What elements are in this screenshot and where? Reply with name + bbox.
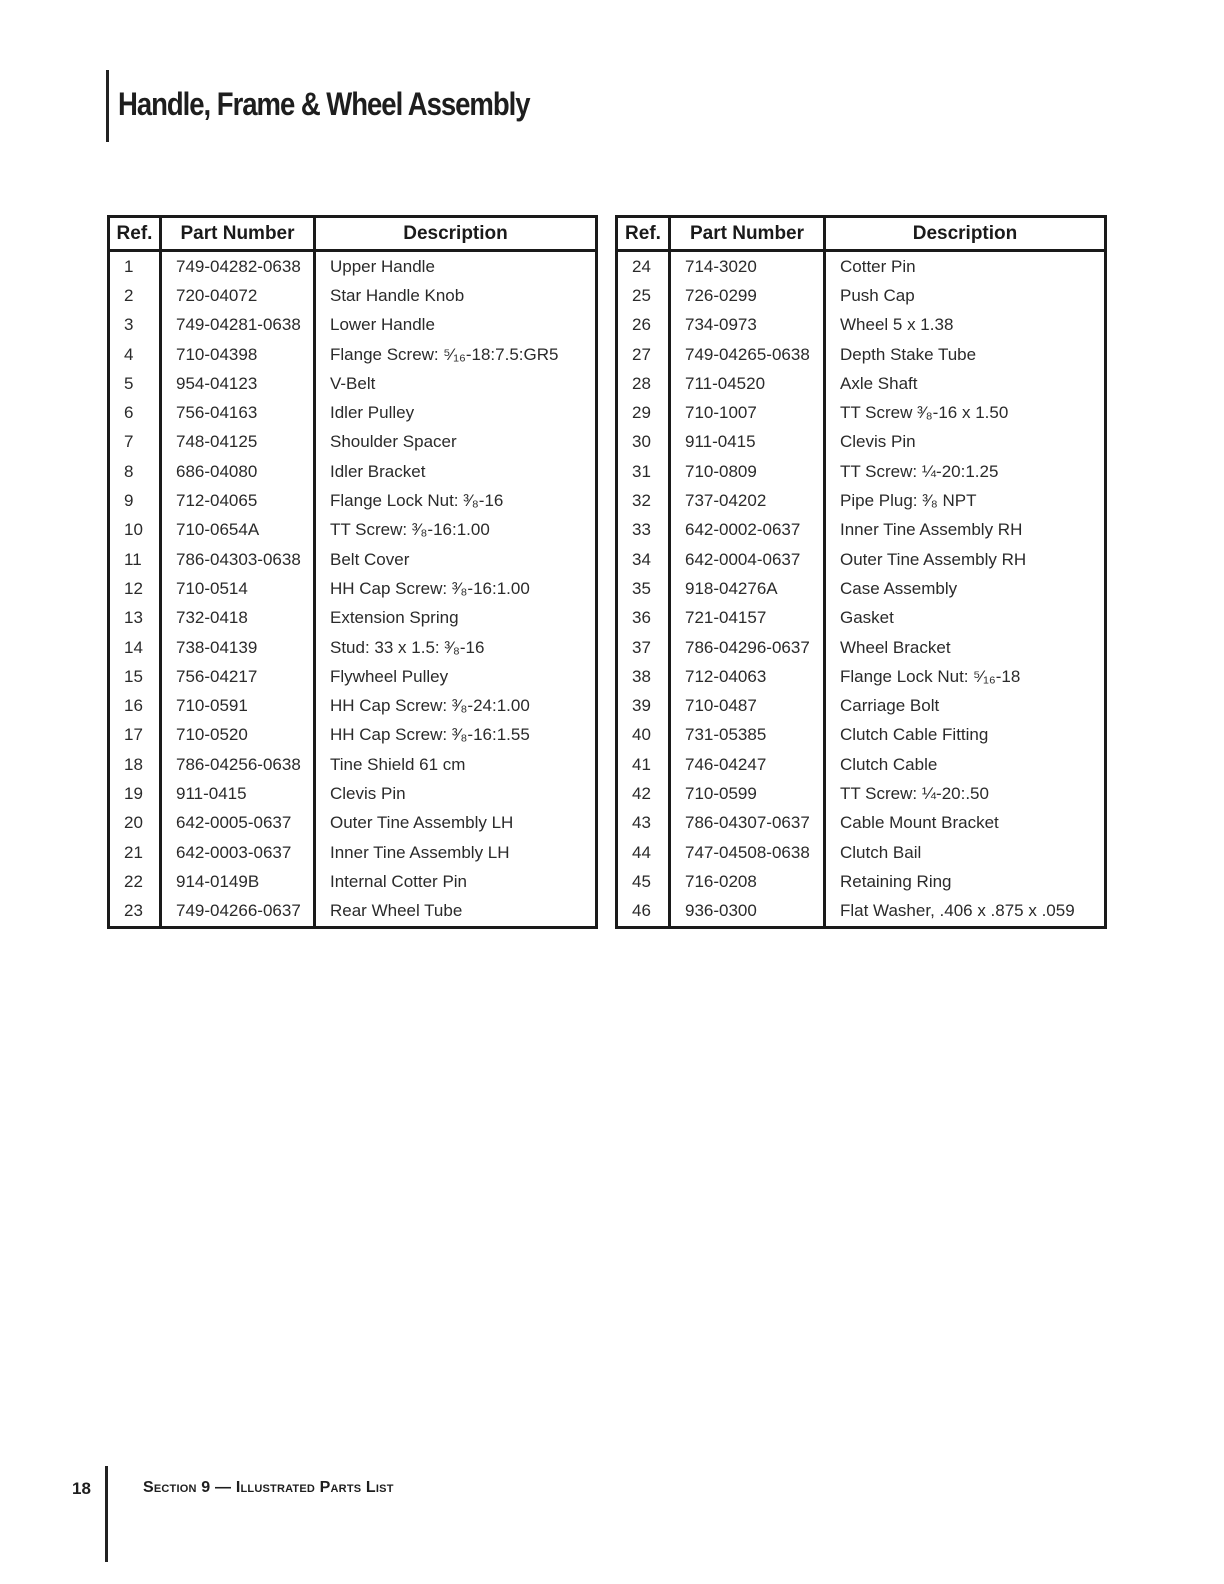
ref-cell: 22 bbox=[124, 871, 143, 891]
part-number-cell: 786-04303-0638 bbox=[161, 545, 315, 574]
ref-cell: 21 bbox=[124, 842, 143, 862]
ref-cell: 31 bbox=[632, 461, 651, 481]
ref-cell: 11 bbox=[124, 549, 142, 569]
table-row bbox=[109, 574, 597, 603]
ref-cell: 24 bbox=[632, 256, 651, 276]
description-cell: Gasket bbox=[825, 604, 1106, 633]
part-number-cell: 747-04508-0638 bbox=[670, 838, 825, 867]
part-number-cell: 726-0299 bbox=[670, 281, 825, 310]
ref-cell: 38 bbox=[632, 666, 651, 686]
description-cell: Flange Lock Nut: ³⁄₈-16 bbox=[315, 486, 597, 515]
part-number-cell: 936-0300 bbox=[670, 897, 825, 928]
table-header-row bbox=[617, 217, 1106, 251]
ref-cell: 9 bbox=[124, 491, 134, 511]
table-row bbox=[109, 867, 597, 896]
table-row bbox=[109, 662, 597, 691]
table-row bbox=[109, 838, 597, 867]
description-cell: TT Screw: ¼-20:.50 bbox=[825, 779, 1106, 808]
ref-cell: 20 bbox=[124, 813, 143, 833]
ref-cell: 23 bbox=[124, 901, 143, 921]
ref-cell: 44 bbox=[632, 842, 651, 862]
description-cell: HH Cap Screw: ³⁄₈-16:1.00 bbox=[315, 574, 597, 603]
part-number-cell: 710-0599 bbox=[670, 779, 825, 808]
description-cell: Internal Cotter Pin bbox=[315, 867, 597, 896]
ref-cell: 25 bbox=[632, 285, 651, 305]
page-title: Handle, Frame & Wheel Assembly bbox=[118, 86, 530, 122]
ref-cell: 6 bbox=[124, 403, 134, 423]
ref-cell: 32 bbox=[632, 491, 651, 511]
ref-cell: 41 bbox=[632, 754, 651, 774]
table-row bbox=[617, 867, 1106, 896]
ref-cell: 4 bbox=[124, 344, 134, 364]
table-row bbox=[109, 809, 597, 838]
table-row bbox=[617, 340, 1106, 369]
ref-cell: 14 bbox=[124, 637, 143, 657]
table-row bbox=[109, 897, 597, 928]
part-number-cell: 642-0002-0637 bbox=[670, 516, 825, 545]
table-row bbox=[109, 750, 597, 779]
part-number-cell: 710-0809 bbox=[670, 457, 825, 486]
ref-cell: 19 bbox=[124, 783, 143, 803]
table-row bbox=[617, 428, 1106, 457]
table-row bbox=[617, 779, 1106, 808]
table-row bbox=[617, 545, 1106, 574]
description-cell: TT Screw ³⁄₈-16 x 1.50 bbox=[825, 398, 1106, 427]
part-number-cell: 710-0514 bbox=[161, 574, 315, 603]
description-cell: Flat Washer, .406 x .875 x .059 bbox=[825, 897, 1106, 928]
ref-cell: 28 bbox=[632, 373, 651, 393]
table-row bbox=[109, 428, 597, 457]
table-row bbox=[109, 281, 597, 310]
ref-cell: 39 bbox=[632, 696, 651, 716]
ref-cell: 2 bbox=[124, 285, 134, 305]
ref-cell: 13 bbox=[124, 608, 143, 628]
description-cell: Tine Shield 61 cm bbox=[315, 750, 597, 779]
title-rule bbox=[106, 70, 109, 142]
part-number-cell: 749-04265-0638 bbox=[670, 340, 825, 369]
part-number-cell: 716-0208 bbox=[670, 867, 825, 896]
table-row bbox=[617, 662, 1106, 691]
ref-cell: 46 bbox=[632, 901, 651, 921]
table-row bbox=[617, 633, 1106, 662]
table-row bbox=[109, 340, 597, 369]
table-row bbox=[109, 691, 597, 720]
table-row bbox=[617, 311, 1106, 340]
table-row bbox=[617, 457, 1106, 486]
ref-cell: 10 bbox=[124, 520, 143, 540]
description-cell: Carriage Bolt bbox=[825, 691, 1106, 720]
part-number-cell: 786-04256-0638 bbox=[161, 750, 315, 779]
description-cell: Cable Mount Bracket bbox=[825, 809, 1106, 838]
table-row bbox=[109, 545, 597, 574]
part-number-cell: 918-04276A bbox=[670, 574, 825, 603]
description-cell: HH Cap Screw: ³⁄₈-16:1.55 bbox=[315, 721, 597, 750]
part-number-cell: 749-04282-0638 bbox=[161, 251, 315, 282]
ref-cell: 5 bbox=[124, 373, 134, 393]
description-cell: Upper Handle bbox=[315, 251, 597, 282]
table-row bbox=[109, 251, 597, 282]
description-cell: Clutch Cable bbox=[825, 750, 1106, 779]
description-cell: Stud: 33 x 1.5: ³⁄₈-16 bbox=[315, 633, 597, 662]
ref-cell: 26 bbox=[632, 315, 651, 335]
ref-cell: 7 bbox=[124, 432, 134, 452]
ref-cell: 40 bbox=[632, 725, 651, 745]
ref-cell: 36 bbox=[632, 608, 651, 628]
description-cell: Clevis Pin bbox=[825, 428, 1106, 457]
description-cell: Clutch Bail bbox=[825, 838, 1106, 867]
description-cell: Axle Shaft bbox=[825, 369, 1106, 398]
parts-table-right bbox=[615, 215, 1107, 929]
ref-cell: 33 bbox=[632, 520, 651, 540]
column-header-description: Description bbox=[315, 217, 597, 251]
column-header-part-number: Part Number bbox=[670, 217, 825, 251]
part-number-cell: 710-0487 bbox=[670, 691, 825, 720]
ref-cell: 27 bbox=[632, 344, 651, 364]
table-row bbox=[109, 721, 597, 750]
description-cell: V-Belt bbox=[315, 369, 597, 398]
part-number-cell: 731-05385 bbox=[670, 721, 825, 750]
description-cell: Lower Handle bbox=[315, 311, 597, 340]
table-row bbox=[617, 281, 1106, 310]
part-number-cell: 720-04072 bbox=[161, 281, 315, 310]
description-cell: HH Cap Screw: ³⁄₈-24:1.00 bbox=[315, 691, 597, 720]
description-cell: Star Handle Knob bbox=[315, 281, 597, 310]
part-number-cell: 748-04125 bbox=[161, 428, 315, 457]
part-number-cell: 749-04266-0637 bbox=[161, 897, 315, 928]
description-cell: Wheel 5 x 1.38 bbox=[825, 311, 1106, 340]
ref-cell: 43 bbox=[632, 813, 651, 833]
table-header-row bbox=[109, 217, 597, 251]
part-number-cell: 732-0418 bbox=[161, 604, 315, 633]
ref-cell: 17 bbox=[124, 725, 143, 745]
ref-cell: 37 bbox=[632, 637, 651, 657]
part-number-cell: 710-0520 bbox=[161, 721, 315, 750]
part-number-cell: 686-04080 bbox=[161, 457, 315, 486]
part-number-cell: 756-04217 bbox=[161, 662, 315, 691]
part-number-cell: 710-04398 bbox=[161, 340, 315, 369]
table-row bbox=[617, 691, 1106, 720]
part-number-cell: 786-04296-0637 bbox=[670, 633, 825, 662]
table-row bbox=[109, 486, 597, 515]
column-header-ref: Ref. bbox=[109, 217, 161, 251]
ref-cell: 12 bbox=[124, 578, 143, 598]
ref-cell: 16 bbox=[124, 696, 143, 716]
table-row bbox=[617, 809, 1106, 838]
part-number-cell: 712-04065 bbox=[161, 486, 315, 515]
table-row bbox=[617, 721, 1106, 750]
table-row bbox=[617, 750, 1106, 779]
part-number-cell: 642-0005-0637 bbox=[161, 809, 315, 838]
description-cell: Shoulder Spacer bbox=[315, 428, 597, 457]
part-number-cell: 914-0149B bbox=[161, 867, 315, 896]
description-cell: TT Screw: ¼-20:1.25 bbox=[825, 457, 1106, 486]
ref-cell: 45 bbox=[632, 871, 651, 891]
part-number-cell: 911-0415 bbox=[161, 779, 315, 808]
description-cell: Idler Bracket bbox=[315, 457, 597, 486]
ref-cell: 3 bbox=[124, 315, 134, 335]
table-row bbox=[617, 838, 1106, 867]
table-row bbox=[109, 369, 597, 398]
table-row bbox=[617, 486, 1106, 515]
table-row bbox=[617, 251, 1106, 282]
description-cell: Belt Cover bbox=[315, 545, 597, 574]
description-cell: Outer Tine Assembly RH bbox=[825, 545, 1106, 574]
table-row bbox=[109, 398, 597, 427]
part-number-cell: 721-04157 bbox=[670, 604, 825, 633]
description-cell: Wheel Bracket bbox=[825, 633, 1106, 662]
description-cell: Pipe Plug: ³⁄₈ NPT bbox=[825, 486, 1106, 515]
page-number: 18 bbox=[72, 1479, 91, 1498]
part-number-cell: 711-04520 bbox=[670, 369, 825, 398]
part-number-cell: 737-04202 bbox=[670, 486, 825, 515]
description-cell: Clevis Pin bbox=[315, 779, 597, 808]
part-number-cell: 710-0591 bbox=[161, 691, 315, 720]
ref-cell: 1 bbox=[124, 256, 134, 276]
table-row bbox=[109, 633, 597, 662]
description-cell: Flange Lock Nut: ⁵⁄₁₆-18 bbox=[825, 662, 1106, 691]
part-number-cell: 786-04307-0637 bbox=[670, 809, 825, 838]
part-number-cell: 954-04123 bbox=[161, 369, 315, 398]
part-number-cell: 756-04163 bbox=[161, 398, 315, 427]
part-number-cell: 749-04281-0638 bbox=[161, 311, 315, 340]
description-cell: Rear Wheel Tube bbox=[315, 897, 597, 928]
part-number-cell: 642-0004-0637 bbox=[670, 545, 825, 574]
table-row bbox=[109, 516, 597, 545]
description-cell: Clutch Cable Fitting bbox=[825, 721, 1106, 750]
description-cell: Retaining Ring bbox=[825, 867, 1106, 896]
description-cell: Depth Stake Tube bbox=[825, 340, 1106, 369]
description-cell: Extension Spring bbox=[315, 604, 597, 633]
ref-cell: 15 bbox=[124, 666, 143, 686]
part-number-cell: 746-04247 bbox=[670, 750, 825, 779]
description-cell: TT Screw: ³⁄₈-16:1.00 bbox=[315, 516, 597, 545]
table-row bbox=[109, 457, 597, 486]
ref-cell: 8 bbox=[124, 461, 134, 481]
table-row bbox=[617, 516, 1106, 545]
parts-table-left bbox=[107, 215, 598, 929]
table-row bbox=[617, 574, 1106, 603]
table-row bbox=[617, 897, 1106, 928]
description-cell: Inner Tine Assembly RH bbox=[825, 516, 1106, 545]
part-number-cell: 710-0654A bbox=[161, 516, 315, 545]
table-row bbox=[109, 604, 597, 633]
footer-rule bbox=[105, 1466, 108, 1562]
part-number-cell: 710-1007 bbox=[670, 398, 825, 427]
ref-cell: 29 bbox=[632, 403, 651, 423]
table-row bbox=[109, 311, 597, 340]
description-cell: Outer Tine Assembly LH bbox=[315, 809, 597, 838]
ref-cell: 30 bbox=[632, 432, 651, 452]
column-header-part-number: Part Number bbox=[161, 217, 315, 251]
part-number-cell: 911-0415 bbox=[670, 428, 825, 457]
part-number-cell: 734-0973 bbox=[670, 311, 825, 340]
description-cell: Flywheel Pulley bbox=[315, 662, 597, 691]
description-cell: Idler Pulley bbox=[315, 398, 597, 427]
description-cell: Inner Tine Assembly LH bbox=[315, 838, 597, 867]
table-row bbox=[109, 779, 597, 808]
column-header-ref: Ref. bbox=[617, 217, 670, 251]
ref-cell: 42 bbox=[632, 783, 651, 803]
description-cell: Push Cap bbox=[825, 281, 1106, 310]
table-row bbox=[617, 398, 1106, 427]
table-row bbox=[617, 604, 1106, 633]
description-cell: Cotter Pin bbox=[825, 251, 1106, 282]
column-header-description: Description bbox=[825, 217, 1106, 251]
part-number-cell: 738-04139 bbox=[161, 633, 315, 662]
part-number-cell: 714-3020 bbox=[670, 251, 825, 282]
ref-cell: 34 bbox=[632, 549, 651, 569]
ref-cell: 35 bbox=[632, 578, 651, 598]
section-label: Section 9 — Illustrated Parts List bbox=[143, 1479, 394, 1496]
table-row bbox=[617, 369, 1106, 398]
ref-cell: 18 bbox=[124, 754, 143, 774]
description-cell: Case Assembly bbox=[825, 574, 1106, 603]
part-number-cell: 642-0003-0637 bbox=[161, 838, 315, 867]
description-cell: Flange Screw: ⁵⁄₁₆-18:7.5:GR5 bbox=[315, 340, 597, 369]
part-number-cell: 712-04063 bbox=[670, 662, 825, 691]
